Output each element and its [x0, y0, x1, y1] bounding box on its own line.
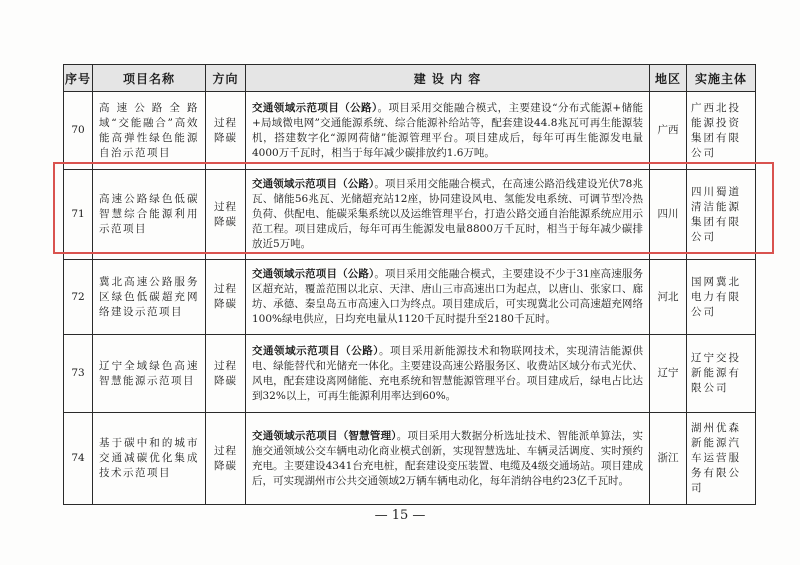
region: 浙江 [650, 413, 687, 505]
project-name: 冀北高速公路服务区绿色低碳超充网络建设示范项目 [93, 260, 206, 335]
implementing-entity: 四川蜀道清洁能源集团有限公司 [687, 170, 756, 260]
project-name: 高速公路全路域“交能融合”高效能高弹性绿色能源自治示范项目 [93, 92, 206, 170]
page-number: — 15 — [374, 508, 426, 523]
implementing-entity: 国网冀北电力有限公司 [687, 260, 756, 335]
table-row [64, 260, 756, 335]
row-number: 73 [64, 335, 93, 413]
construction-content [246, 413, 650, 505]
table-row [64, 413, 756, 505]
row-number: 72 [64, 260, 93, 335]
header-no: 序号 [64, 65, 93, 92]
content-body: 。项目采用交能融合模式，主要建设不少于31座高速服务区超充站，覆盖范围以北京、天津、唐山三市高速出口为起点，以唐山、张家口、廊坊、承德、秦皇岛五市高速入口为终点。项目建成后，可实现冀北公司高速超充网络100%绿电供应，日均充电量从1120千瓦时提升至2180千瓦时。 [252, 268, 643, 325]
content-title: 交通领域示范项目（公路） [252, 178, 375, 190]
region: 四川 [650, 170, 687, 260]
direction: 过程降碳 [206, 170, 246, 260]
header-region: 地区 [650, 65, 687, 92]
content-title: 交通领域示范项目（公路） [252, 344, 380, 357]
row-number: 74 [64, 413, 93, 505]
direction: 过程降碳 [206, 260, 246, 335]
table-row [64, 92, 756, 170]
header-direction: 方向 [206, 65, 246, 92]
construction-content [246, 170, 650, 260]
region: 辽宁 [650, 335, 687, 413]
direction: 过程降碳 [206, 92, 246, 170]
region: 河北 [650, 260, 687, 335]
header-name: 项目名称 [93, 65, 206, 92]
content-body: 。项目采用新能源技术和物联网技术，实现清洁能源供电、绿能替代和光储充一体化。主要建设高速公路服务区、收费站区域分布式光伏、风电，配套建设离网储能、充电系统和智慧能源管理平台。项目建成后，绿电占比达到32%以上，可再生能源利用率达到60%。 [252, 344, 644, 402]
content-body: 。项目采用交能融合模式，主要建设“分布式能源+储能+局域微电网”交通能源系统、综合能源补给站等，配套建设44.8兆瓦可再生能源装机，搭建数字化“源网荷储”能源管理平台。项目建成后，每年可再生能源发电量4000万千瓦时，相当于每年减少碳排放约1.6万吨。 [252, 101, 643, 159]
header-content: 建 设 内 容 [246, 65, 650, 92]
row-number: 70 [64, 92, 93, 170]
implementing-entity: 湖州优森新能源汽车运营服务有限公司 [687, 413, 756, 505]
row-number: 71 [64, 170, 93, 260]
construction-content [246, 92, 650, 170]
content-body: 。项目采用大数据分析选址技术、智能派单算法，实施交通领域公交车辆电动化商业模式创新，实现智慧选址、车辆灵活调度、实时预约充电。主要建设4341台充电桩，配套建设变压装置、电缆及4级交通场站。项目建成后，可实现湖州市公共交通领域2万辆车辆电动化，每年消纳谷电约23亿千瓦时。 [252, 429, 644, 487]
implementing-entity: 广西北投能源投资集团有限公司 [687, 92, 756, 170]
implementing-entity: 辽宁交投新能源有限公司 [687, 335, 756, 413]
project-name: 高速公路绿色低碳智慧综合能源利用示范项目 [93, 170, 206, 260]
construction-content [246, 335, 650, 413]
project-name: 辽宁全域绿色高速智慧能源示范项目 [93, 335, 206, 413]
content-title: 交通领域示范项目（公路） [252, 268, 375, 280]
projects-table [63, 64, 756, 505]
project-name: 基于碳中和的城市交通减碳优化集成技术示范项目 [93, 413, 206, 505]
region: 广西 [650, 92, 687, 170]
content-title: 交通领域示范项目（公路） [252, 101, 378, 114]
construction-content [246, 260, 650, 335]
content-title: 交通领域示范项目（智慧管理） [252, 429, 397, 442]
content-body: 。项目采用交能融合模式，在高速公路沿线建设光伏78兆瓦、储能56兆瓦、光储超充站12座，协同建设风电、氢能发电系统、可调节型冷热负荷、供配电、能碳采集系统以及运维管理平台，打造公路交通自治能源系统应用示范工程。项目建成后，每年可再生能源发电量8800万千瓦时，相当于每年减少碳排放近5万吨。 [252, 178, 643, 250]
table-row [64, 335, 756, 413]
header-entity: 实施主体 [687, 65, 756, 92]
direction: 过程降碳 [206, 413, 246, 505]
table-row [64, 170, 756, 260]
direction: 过程降碳 [206, 335, 246, 413]
table-header-row [64, 65, 756, 92]
